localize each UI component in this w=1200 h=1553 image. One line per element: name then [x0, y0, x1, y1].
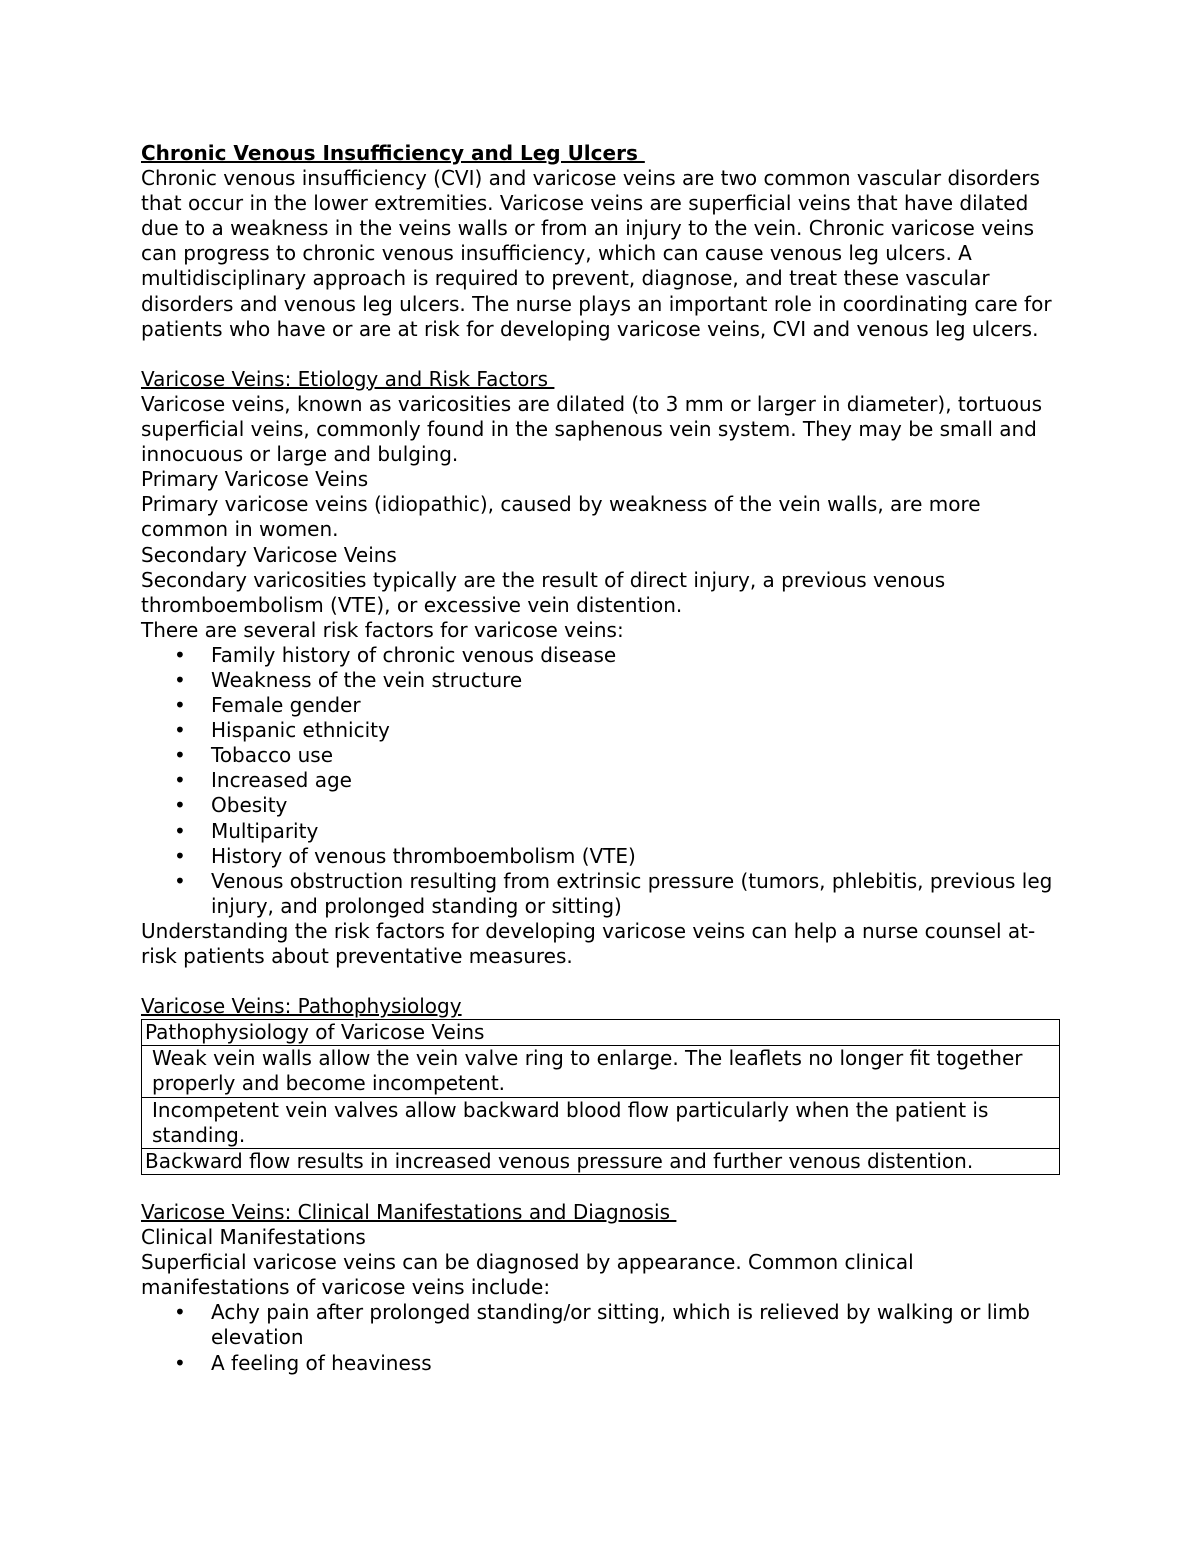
intro-paragraph: Chronic venous insufficiency (CVI) and varicose veins are two common vascular disorders that occur in the lower extremities. Varicose veins are superficial veins that have dilated due to a weakness in the veins walls or from an injury to the vein. Chronic varicose veins can progress to chronic venous insufficiency, which can cause venous leg ulcers. A multidisciplinary approach is required to prevent, diagnose, and treat these vascular disorders and venous leg ulcers. The nurse plays an important role in coordinating care for patients who have or are at risk for developing varicose veins, CVI and venous leg ulcers.: [141, 166, 1052, 341]
primary-paragraph: Primary varicose veins (idiopathic), caused by weakness of the vein walls, are more common in women.: [141, 492, 981, 542]
table-row: [142, 1148, 1060, 1174]
list-item: • Family history of chronic venous disease: [211, 643, 1061, 668]
secondary-subheading: Secondary Varicose Veins: [141, 542, 397, 567]
risk-intro: There are several risk factors for varicose veins:: [141, 617, 624, 642]
clinical-heading: Varicose Veins: Clinical Manifestations and Diagnosis: [141, 1199, 677, 1224]
manifestation-list: [141, 1300, 1061, 1375]
table-row: [142, 1020, 1060, 1046]
table-cell: Incompetent vein valves allow backward blood flow particularly when the patient is standing.: [142, 1097, 1060, 1148]
table-row: [142, 1097, 1060, 1148]
document-page: [141, 141, 1061, 1376]
list-item: • Achy pain after prolonged standing/or sitting, which is relieved by walking or limb elevation: [211, 1300, 1061, 1350]
list-item: • Female gender: [211, 693, 1061, 718]
patho-heading: Varicose Veins: Pathophysiology: [141, 994, 462, 1019]
clinical-subheading: Clinical Manifestations: [141, 1225, 366, 1250]
list-item: • Venous obstruction resulting from extrinsic pressure (tumors, phlebitis, previous leg injury, and prolonged standing or sitting): [211, 869, 1061, 919]
list-item: • Hispanic ethnicity: [211, 718, 1061, 743]
list-item: • Weakness of the vein structure: [211, 668, 1061, 693]
list-item: • A feeling of heaviness: [211, 1351, 1061, 1376]
primary-subheading: Primary Varicose Veins: [141, 467, 369, 492]
etiology-heading: Varicose Veins: Etiology and Risk Factors: [141, 366, 555, 391]
table-cell: Backward flow results in increased venous pressure and further venous distention.: [142, 1148, 1060, 1174]
document-title: Chronic Venous Insufficiency and Leg Ulcers: [141, 141, 645, 165]
table-row: [142, 1046, 1060, 1097]
list-item: • History of venous thromboembolism (VTE): [211, 844, 1061, 869]
secondary-paragraph: Secondary varicosities typically are the result of direct injury, a previous venous thromboembolism (VTE), or excessive vein distention.: [141, 567, 946, 617]
risk-closing-paragraph: Understanding the risk factors for developing varicose veins can help a nurse counsel at-risk patients about preventative measures.: [141, 918, 1036, 968]
clinical-paragraph: Superficial varicose veins can be diagnosed by appearance. Common clinical manifestations of varicose veins include:: [141, 1250, 914, 1300]
spacer: [141, 1175, 1061, 1200]
list-item: • Obesity: [211, 793, 1061, 818]
patho-table: [141, 1019, 1060, 1175]
spacer: [141, 969, 1061, 994]
spacer: [141, 342, 1061, 367]
list-item: • Tobacco use: [211, 743, 1061, 768]
table-header-cell: Pathophysiology of Varicose Veins: [142, 1020, 1060, 1046]
risk-factor-list: [141, 643, 1061, 919]
list-item: • Multiparity: [211, 819, 1061, 844]
list-item: • Increased age: [211, 768, 1061, 793]
table-cell: Weak vein walls allow the vein valve ring to enlarge. The leaflets no longer fit together properly and become incompetent.: [142, 1046, 1060, 1097]
etiology-paragraph: Varicose veins, known as varicosities are dilated (to 3 mm or larger in diameter), tortuous superficial veins, commonly found in the saphenous vein system. They may be small and innocuous or large and bulging.: [141, 391, 1043, 467]
